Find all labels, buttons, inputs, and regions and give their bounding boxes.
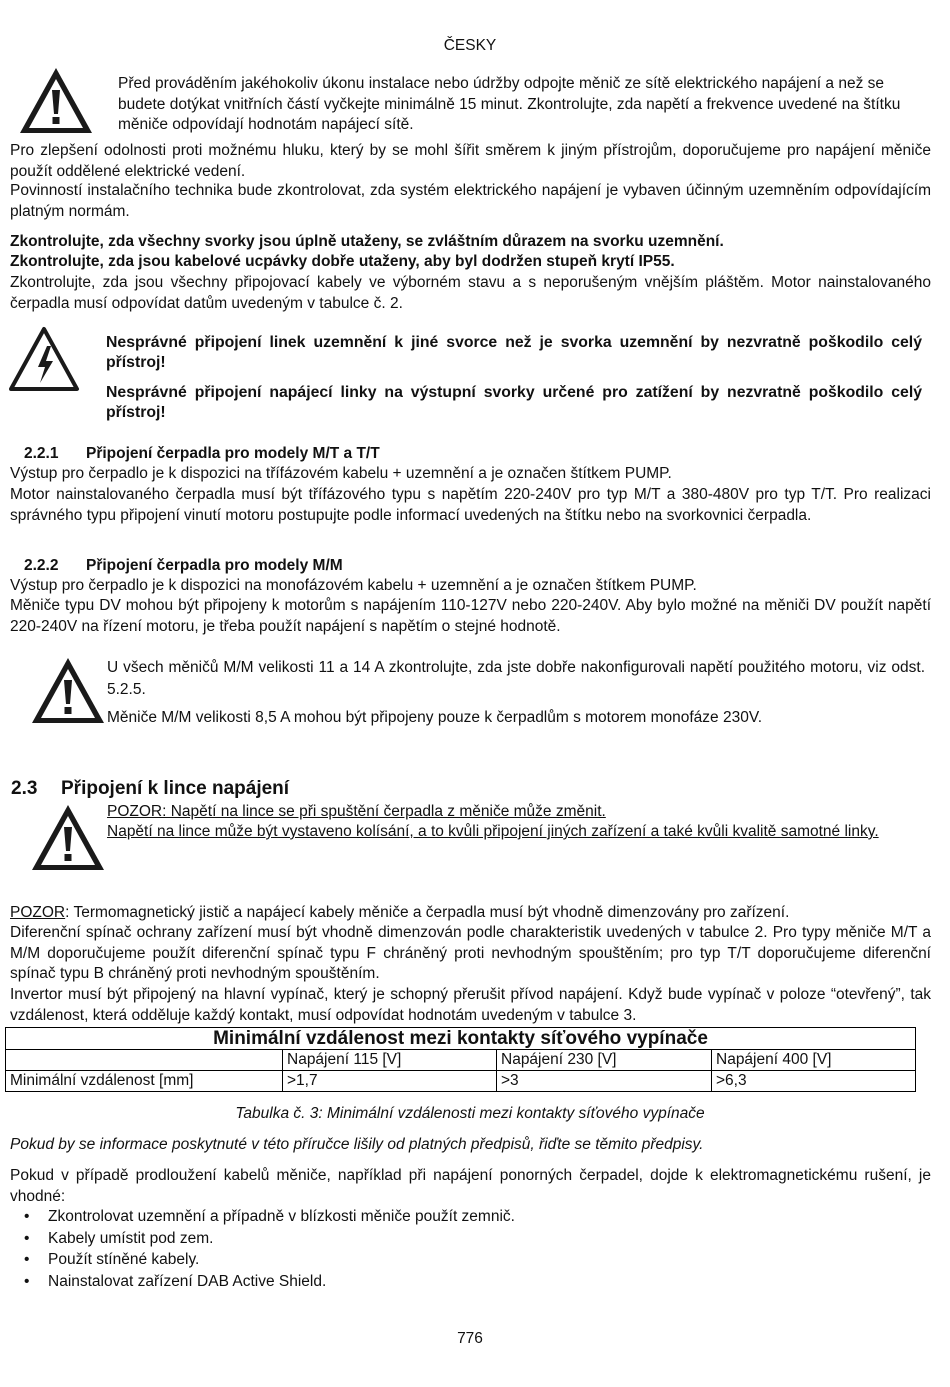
- note-terminals: Zkontrolujte, zda všechny svorky jsou úplně utaženy, se zvláštním důrazem na svorku uzemnění.: [10, 233, 724, 250]
- table-row: [6, 1071, 916, 1092]
- page-header: ČESKY: [443, 37, 497, 54]
- section-number: 2.2.1: [24, 445, 59, 462]
- table-cell: >6,3: [712, 1071, 916, 1092]
- table-header-cell: Napájení 115 [V]: [283, 1050, 497, 1071]
- paragraph-cables: Zkontrolujte, zda jsou všechny připojovací kabely ve výborném stavu a s neporušeným vnějším pláštěm. Motor nainstalovaného čerpadla musí odpovídat datům uvedeným v tabulce č. 2.: [10, 274, 931, 312]
- table-title-row: [6, 1028, 916, 1050]
- warning-triangle-icon: [30, 803, 106, 873]
- section-title: Připojení k lince napájení: [61, 778, 290, 799]
- paragraph-rcd: Diferenční spínač ochrany zařízení musí být vhodně dimenzován podle charakteristik uvedených v tabulce 2. Pro typy měniče M/T a M/M doporučujeme použít diferenční spínač typu F chráněný proti nevhodným spouštěním; pro typ T/T doporučujeme diferenční spínač typu B chráněný proti nevhodným spouštěním.: [10, 924, 931, 982]
- note-glands: Zkontrolujte, zda jsou kabelové ucpávky dobře utaženy, aby byl dodržen stupeň krytí IP55.: [10, 253, 675, 270]
- italic-regulation-note: Pokud by se informace poskytnuté v této příručce lišily od platných předpisů, řiďte se těmito předpisy.: [10, 1136, 704, 1153]
- paragraph-main-switch: Invertor musí být připojený na hlavní vypínač, který je schopný přerušit přívod napájení. Když bude vypínač v poloze “otevřený”, tak vzdálenost, která odděluje každý kontakt, musí odpovídat hodnotám uvedeným v tabulce 3.: [10, 986, 931, 1024]
- list-item: • Zkontrolovat uzemnění a případně v blízkosti měniče použít zemnič.: [10, 1206, 931, 1228]
- warning-triangle-icon: [30, 655, 106, 727]
- paragraph-emc: Pokud v případě prodloužení kabelů měniče, například při napájení ponorných čerpadel, dojde k elektromagnetickému rušení, je vhodné:: [10, 1167, 931, 1205]
- section-number: 2.3: [11, 778, 38, 799]
- section-title: Připojení čerpadla pro modely M/T a T/T: [86, 445, 380, 462]
- emc-recommendation-list: [10, 1206, 931, 1292]
- warning-text-line-fluctuation: Napětí na lince může být vystaveno kolísání, a to kvůli připojení jiných zařízení a také kvůli kvalitě samotné linky.: [107, 823, 879, 840]
- table-cell: >1,7: [283, 1071, 497, 1092]
- section-number: 2.2.2: [24, 557, 59, 574]
- section-heading-2-2-1: [24, 444, 380, 465]
- paragraph-221-motor: Motor nainstalovaného čerpadla musí být třífázového typu s napětím 220-240V pro typ M/T a 380-480V pro typ T/T. Pro realizaci správného typu připojení vinutí motoru postupujte podle informací uvedených na štítku nebo na svorkovnici čerpadla.: [10, 486, 931, 524]
- section-heading-2-3: [11, 779, 289, 800]
- warning-text-disconnect: Před prováděním jakéhokoliv úkonu instalace nebo údržby odpojte měnič ze sítě elektrického napájení a než se budete dotýkat vnitřních částí vyčkejte minimálně 15 minut. Zkontrolujte, zda napětí a frekvence uvedené na štítku měniče odpovídají hodnotám napájecí sítě.: [118, 75, 901, 133]
- page-number: 776: [457, 1330, 483, 1347]
- section-title: Připojení čerpadla pro modely M/M: [86, 557, 343, 574]
- paragraph-221-output: Výstup pro čerpadlo je k dispozici na třífázovém kabelu + uzemnění a je označen štítkem PUMP.: [10, 465, 672, 482]
- warning-triangle-icon: [18, 66, 94, 136]
- table-contact-distance: [5, 1027, 916, 1092]
- table-header-row: [6, 1050, 916, 1071]
- warning-text-8-5a: Měniče M/M velikosti 8,5 A mohou být připojeny pouze k čerpadlům s motorem monofáze 230V.: [107, 709, 763, 726]
- table-cell: >3: [497, 1071, 712, 1092]
- paragraph-noise: Pro zlepšení odolnosti proti možnému hluku, který by se mohl šířit směrem k jiným přístrojům, doporučujeme pro napájení měniče použít oddělené elektrické vedení.: [10, 142, 931, 180]
- electrical-hazard-icon: [8, 326, 80, 392]
- section-heading-2-2-2: [24, 556, 343, 577]
- table-header-cell: Napájení 230 [V]: [497, 1050, 712, 1071]
- danger-text-earth: Nesprávné připojení linek uzemnění k jiné svorce než je svorka uzemnění by nezvratně poškodilo celý přístroj!: [106, 334, 922, 371]
- pozor-text: : Termomagnetický jistič a napájecí kabely měniče a čerpadla musí být vhodně dimenzovány pro zařízení.: [65, 904, 790, 921]
- table-title: Minimální vzdálenost mezi kontakty síťového vypínače: [6, 1028, 916, 1050]
- list-item: • Nainstalovat zařízení DAB Active Shield.: [10, 1271, 931, 1293]
- paragraph-earthing: Povinností instalačního technika bude zkontrolovat, zda systém elektrického napájení je vybaven účinným uzemněním odpovídajícím platným normám.: [10, 182, 931, 220]
- paragraph-breaker: [10, 903, 931, 924]
- table-header-cell: [6, 1050, 283, 1071]
- paragraph-222-output: Výstup pro čerpadlo je k dispozici na monofázovém kabelu + uzemnění a je označen štítkem PUMP.: [10, 577, 697, 594]
- danger-text-supply: Nesprávné připojení napájecí linky na výstupní svorky určené pro zatížení by nezvratně poškodilo celý přístroj!: [106, 384, 922, 421]
- list-item: • Kabely umístit pod zem.: [10, 1228, 931, 1250]
- list-item: • Použít stíněné kabely.: [10, 1249, 931, 1271]
- table-cell: Minimální vzdálenost [mm]: [6, 1071, 283, 1092]
- warning-text-line-voltage: POZOR: Napětí na lince se při spuštění čerpadla z měniče může změnit.: [107, 803, 606, 820]
- pozor-label: POZOR: [10, 904, 66, 921]
- table-caption: Tabulka č. 3: Minimální vzdálenosti mezi kontakty síťového vypínače: [235, 1105, 705, 1122]
- paragraph-222-motor: Měniče typu DV mohou být připojeny k motorům s napájením 110-127V nebo 220-240V. Aby bylo možné na měniči DV použít napětí 220-240V na řízení motoru, je třeba použít napájení s napětím o stejné hodnotě.: [10, 597, 931, 635]
- warning-text-voltage-config: U všech měničů M/M velikosti 11 a 14 A zkontrolujte, zda jste dobře nakonfigurovali napětí použitého motoru, viz odst. 5.2.5.: [107, 659, 925, 698]
- table-header-cell: Napájení 400 [V]: [712, 1050, 916, 1071]
